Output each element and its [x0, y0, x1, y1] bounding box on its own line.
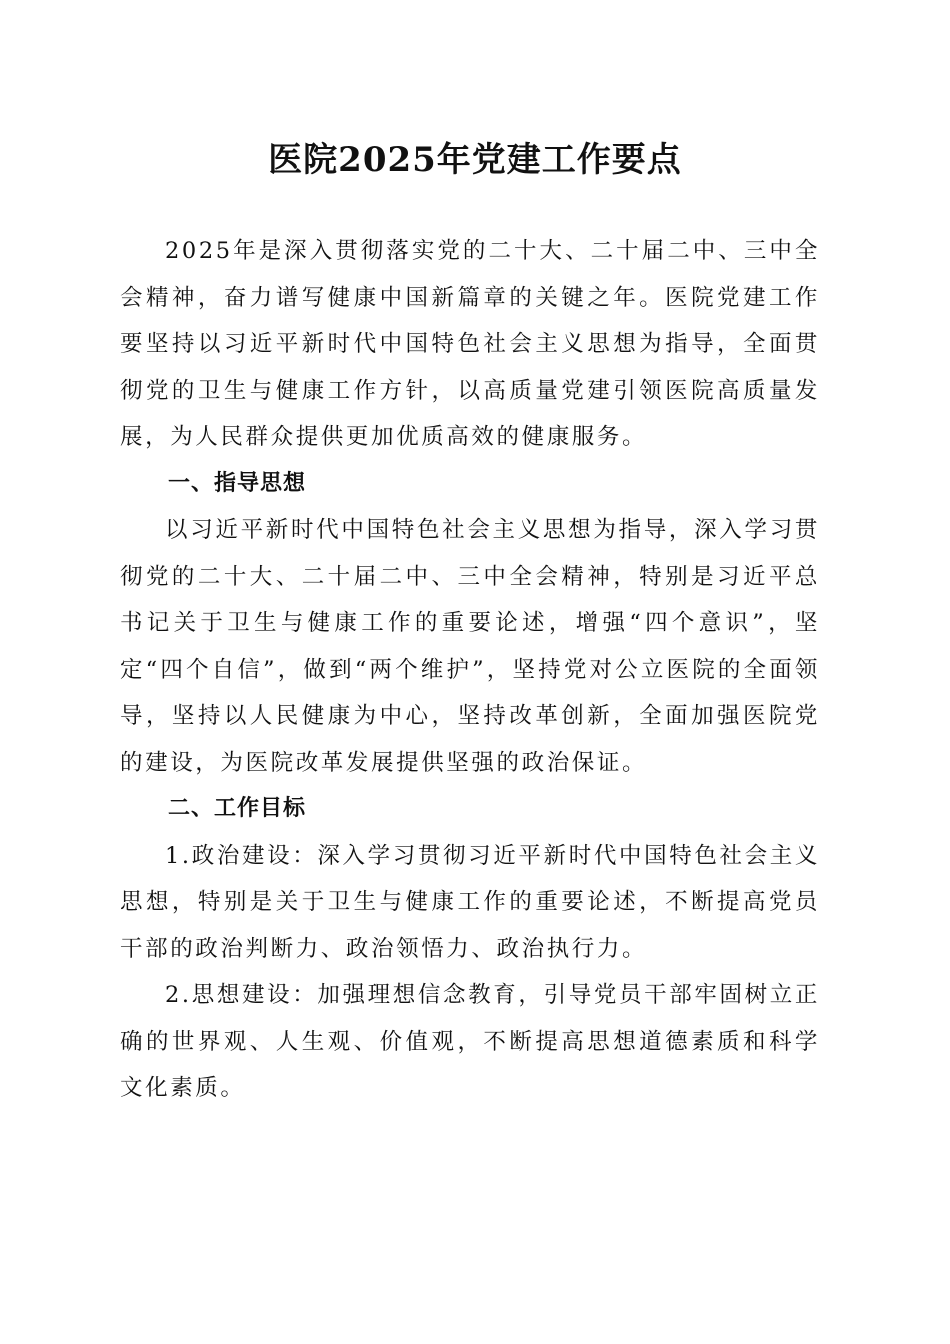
guiding-ideology-paragraph: 以习近平新时代中国特色社会主义思想为指导，深入学习贯彻党的二十大、二十届二中、三中全会精神，特别是习近平总书记关于卫生与健康工作的重要论述，增强“四个意识”，坚定“四个自信”，做到“两个维护”，坚持党对公立医院的全面领导，坚持以人民健康为中心，坚持改革创新，全面加强医院党的建设，为医院改革发展提供坚强的政治保证。: [120, 517, 820, 776]
document-body: [120, 228, 820, 1112]
goal-item-political: 1.政治建设：深入学习贯彻习近平新时代中国特色社会主义思想，特别是关于卫生与健康工作的重要论述，不断提高党员干部的政治判断力、政治领悟力、政治执行力。: [120, 842, 820, 962]
section-heading-guiding-ideology: 一、指导思想: [168, 470, 307, 496]
goal-item-ideological: 2.思想建设：加强理想信念教育，引导党员干部牢固树立正确的世界观、人生观、价值观，不断提高思想道德素质和科学文化素质。: [120, 982, 820, 1101]
intro-paragraph: 2025年是深入贯彻落实党的二十大、二十届二中、三中全会精神，奋力谱写健康中国新篇章的关键之年。医院党建工作要坚持以习近平新时代中国特色社会主义思想为指导，全面贯彻党的卫生与健康工作方针，以高质量党建引领医院高质量发展，为人民群众提供更加优质高效的健康服务。: [120, 238, 820, 450]
document-title: 医院2025年党建工作要点: [268, 140, 682, 180]
section-heading-work-goals: 二、工作目标: [168, 796, 307, 821]
